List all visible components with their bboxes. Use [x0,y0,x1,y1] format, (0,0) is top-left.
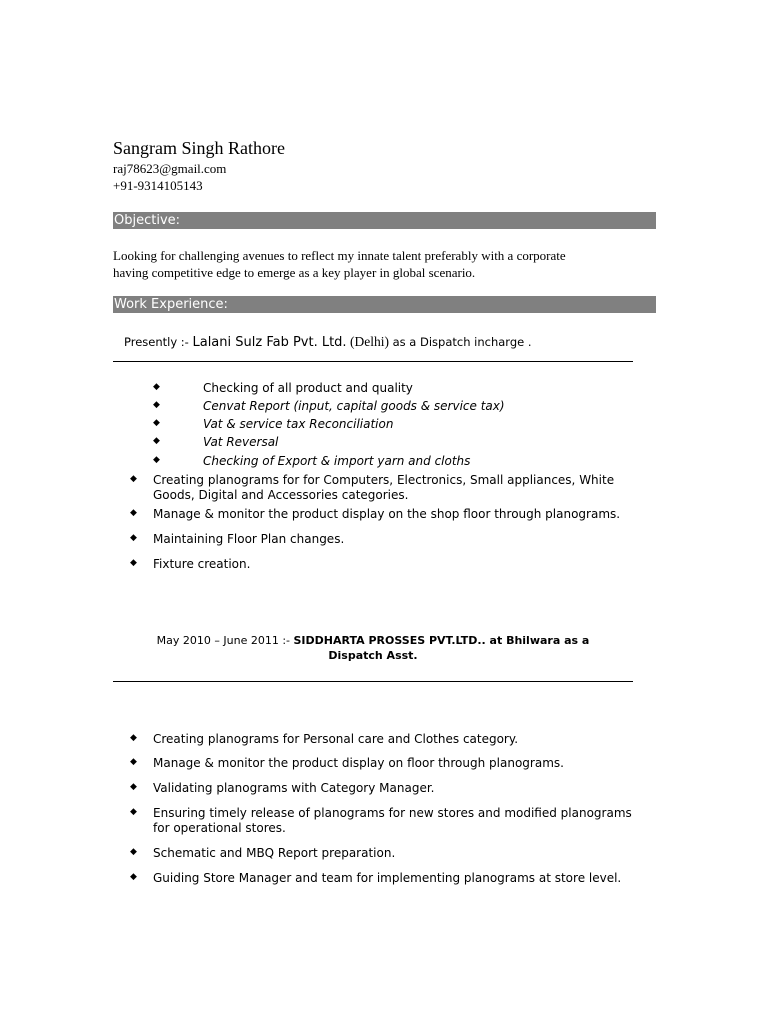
job1-sub-item-1: Checking of all product and quality [203,381,413,395]
job1-sub-item-4: Vat Reversal [203,435,279,449]
job2-item-3: Validating planograms with Category Manager. [153,781,435,795]
job1-item-2: Manage & monitor the product display on the shop floor through planograms. [153,507,621,521]
job1-item-3: Maintaining Floor Plan changes. [153,532,345,546]
objective-text [113,247,656,281]
job2-dates: May 2010 – June 2011 :- [156,634,294,647]
bullet-icon: ◆ [130,872,137,882]
job1-divider [113,361,633,362]
job2-item-2: Manage & monitor the product display on floor through planograms. [153,756,564,770]
objective-line-2: having competitive edge to emerge as a key player in global scenario. [113,265,476,280]
job1-role: as a Dispatch incharge . [388,335,532,349]
bullet-icon: ◆ [130,558,137,568]
email-text: raj78623@gmail.com [113,161,227,176]
job2-role: Dispatch Asst. [328,649,418,662]
job2-item-5: Schematic and MBQ Report preparation. [153,846,396,860]
job1-sub-item-3: Vat & service tax Reconciliation [203,417,394,431]
bullet-icon: ◆ [130,757,137,767]
job1-item-1-cont: Goods, Digital and Accessories categories. [153,488,409,502]
job1-item-4: Fixture creation. [153,557,251,571]
bullet-icon: ◆ [130,782,137,792]
bullet-icon: ◆ [130,533,137,543]
job2-item-4-cont: for operational stores. [153,821,286,835]
job2-divider [113,681,633,682]
phone-text: +91-9314105143 [113,178,203,193]
bullet-icon: ◆ [153,400,160,410]
bullet-icon: ◆ [130,474,137,484]
objective-heading: Objective: [113,212,656,229]
bullet-icon: ◆ [130,733,137,743]
bullet-icon: ◆ [153,436,160,446]
job2-company: SIDDHARTA PROSSES PVT.LTD.. at Bhilwara as a [293,634,590,647]
job2-item-4: Ensuring timely release of planograms for new stores and modified planograms [153,806,632,820]
job1-item-1: Creating planograms for for Computers, Electronics, Small appliances, White [153,473,615,487]
bullet-icon: ◆ [153,418,160,428]
job2-item-1: Creating planograms for Personal care and Clothes category. [153,732,519,746]
candidate-name: Sangram Singh Rathore [113,138,285,158]
bullet-icon: ◆ [153,382,160,392]
bullet-icon: ◆ [130,508,137,518]
job1-company: Lalani Sulz Fab Pvt. Ltd. [192,335,347,350]
work-experience-heading: Work Experience: [113,296,656,313]
job1-sub-item-5: Checking of Export & import yarn and cloths [203,454,471,468]
job1-prefix: Presently :- [124,335,193,349]
job2-item-6: Guiding Store Manager and team for implementing planograms at store level. [153,871,622,885]
bullet-icon: ◆ [130,847,137,857]
objective-line-1: Looking for challenging avenues to reflect my innate talent preferably with a corporate [113,248,566,263]
bullet-icon: ◆ [130,807,137,817]
bullet-icon: ◆ [153,455,160,465]
job1-title [124,334,532,350]
job1-location: (Delhi) [346,334,389,349]
job2-title [113,633,633,663]
job1-sub-item-2: Cenvat Report (input, capital goods & service tax) [203,399,505,413]
